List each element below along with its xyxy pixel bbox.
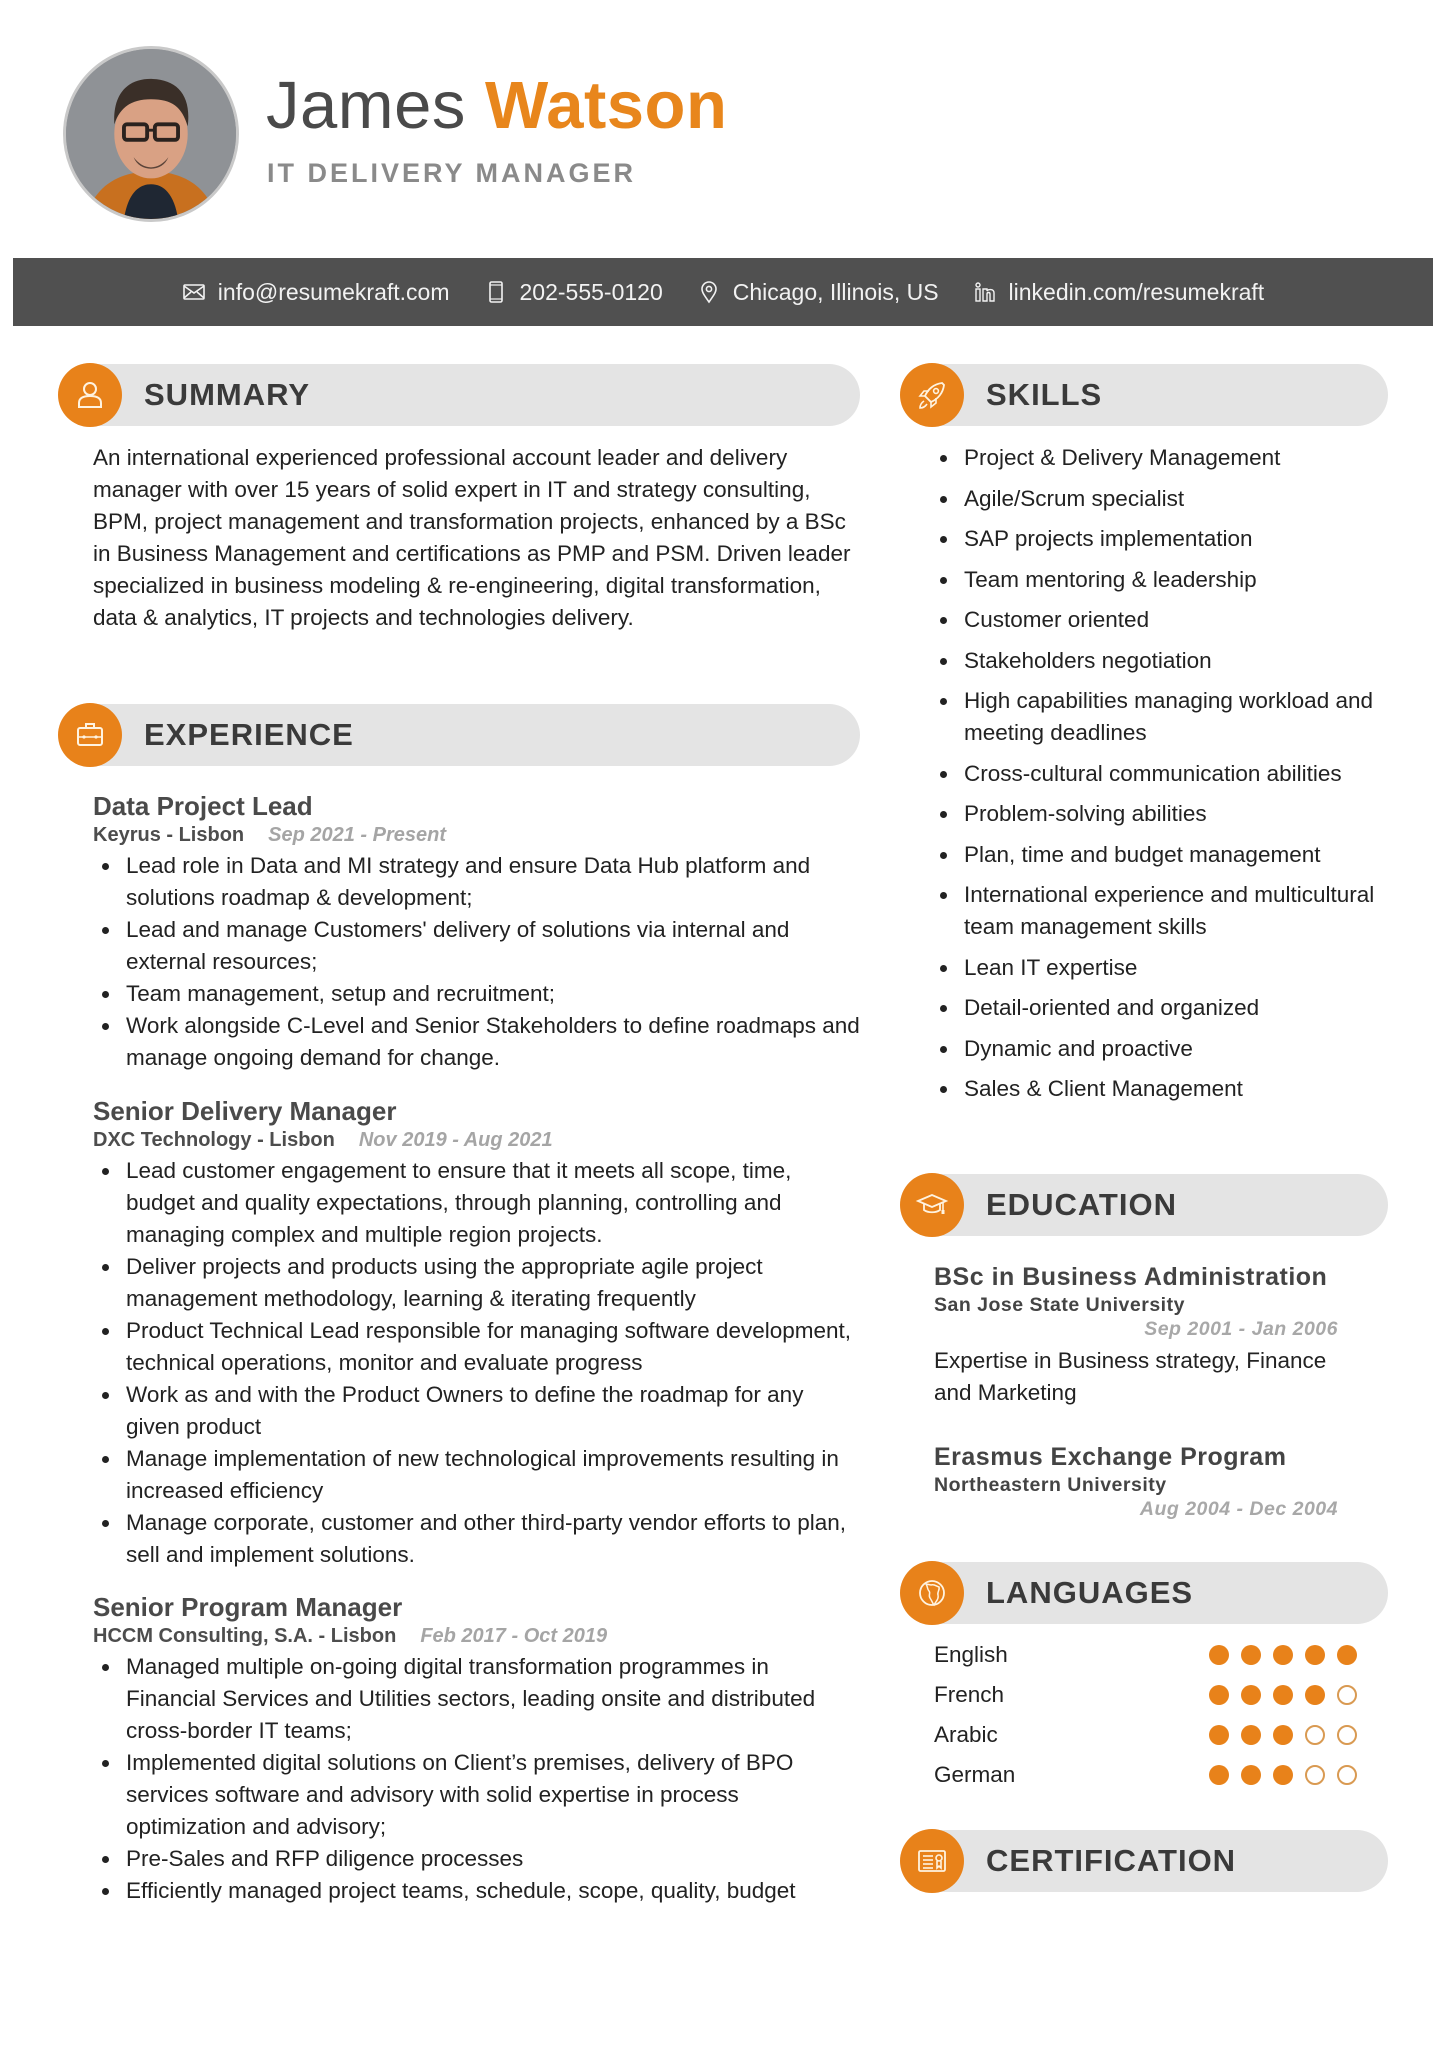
last-name: Watson bbox=[484, 68, 728, 143]
job-title: IT DELIVERY MANAGER bbox=[267, 158, 637, 188]
language-name: English bbox=[934, 1642, 1008, 1667]
job-bullet: Lead role in Data and MI strategy and ensure Data Hub platform and solutions roadmap & development; bbox=[93, 850, 863, 914]
level-dot-filled bbox=[1273, 1765, 1293, 1785]
education-dates: Sep 2001 - Jan 2006 bbox=[1144, 1318, 1338, 1340]
language-name: German bbox=[934, 1762, 1016, 1787]
job-dates: Feb 2017 - Oct 2019 bbox=[420, 1625, 608, 1647]
graduation-cap-icon bbox=[914, 1187, 950, 1223]
level-dot-filled bbox=[1241, 1685, 1261, 1705]
skill-item: High capabilities managing workload and meeting deadlines bbox=[936, 685, 1376, 749]
skill-item: Cross-cultural communication abilities bbox=[936, 758, 1376, 790]
level-dot-filled bbox=[1209, 1725, 1229, 1745]
job-bullet: Efficiently managed project teams, schedule, scope, quality, budget bbox=[93, 1875, 863, 1907]
section-header-education bbox=[900, 1173, 1388, 1237]
section-title: SUMMARY bbox=[144, 377, 311, 412]
education-degree: Erasmus Exchange Program bbox=[934, 1443, 1287, 1471]
level-dot-filled bbox=[1273, 1685, 1293, 1705]
skill-item: Project & Delivery Management bbox=[936, 442, 1376, 474]
language-row bbox=[934, 1719, 1364, 1751]
job-dates: Nov 2019 - Aug 2021 bbox=[358, 1129, 553, 1151]
level-dot-filled bbox=[1273, 1725, 1293, 1745]
summary-text: An international experienced professional account leader and delivery manager with over 15 years of solid expert in IT and strategy consulting, BPM, project management and transformation projects, enhanced by a BSc in Business Management and certifications as PMP and PSM. Driven leader specialized in business modeling & re-engineering, digital transformation, data & analytics, IT projects and technologies delivery. bbox=[93, 445, 851, 630]
skill-item: SAP projects implementation bbox=[936, 523, 1376, 555]
candidate-name bbox=[266, 68, 727, 144]
location-text: Chicago, Illinois, US bbox=[732, 278, 939, 305]
contact-email[interactable] bbox=[182, 279, 450, 306]
level-dot-filled bbox=[1241, 1725, 1261, 1745]
globe-icon bbox=[914, 1575, 950, 1611]
skill-item: Detail-oriented and organized bbox=[936, 992, 1376, 1024]
level-dot-filled bbox=[1241, 1645, 1261, 1665]
level-dot-filled bbox=[1305, 1645, 1325, 1665]
skills-list bbox=[936, 442, 1376, 1114]
job-company: HCCM Consulting, S.A. - Lisbon bbox=[93, 1625, 397, 1647]
section-header-summary bbox=[58, 363, 860, 427]
contact-bar bbox=[13, 258, 1433, 326]
level-dot-filled bbox=[1337, 1645, 1357, 1665]
job-bullet: Lead and manage Customers' delivery of solutions via internal and external resources; bbox=[93, 914, 863, 978]
language-row bbox=[934, 1679, 1364, 1711]
portrait-image bbox=[66, 49, 236, 219]
profile-photo bbox=[63, 46, 239, 222]
job-bullet: Implemented digital solutions on Client’s premises, delivery of BPO services software and advisory with solid expertise in process optimization and advisory; bbox=[93, 1747, 863, 1843]
section-header-skills bbox=[900, 363, 1388, 427]
section-icon-circle bbox=[58, 363, 122, 427]
linkedin-icon bbox=[973, 280, 997, 304]
email-text: info@resumekraft.com bbox=[217, 278, 450, 305]
skill-item: Plan, time and budget management bbox=[936, 839, 1376, 871]
skill-item: Lean IT expertise bbox=[936, 952, 1376, 984]
job-bullets bbox=[93, 1155, 863, 1571]
job-meta bbox=[93, 1623, 863, 1649]
phone-text: 202-555-0120 bbox=[519, 278, 663, 305]
contact-linkedin[interactable] bbox=[973, 279, 1265, 306]
skill-item: Stakeholders negotiation bbox=[936, 645, 1376, 677]
section-icon-circle bbox=[900, 1829, 964, 1893]
rocket-icon bbox=[914, 377, 950, 413]
level-dot-filled bbox=[1305, 1685, 1325, 1705]
education-school: Northeastern University bbox=[934, 1474, 1167, 1496]
level-dot-filled bbox=[1209, 1765, 1229, 1785]
job-dates: Sep 2021 - Present bbox=[268, 824, 447, 846]
section-icon-circle bbox=[900, 1561, 964, 1625]
contact-location bbox=[697, 279, 939, 306]
job-bullet: Deliver projects and products using the appropriate agile project management methodology, learning & iterating frequently bbox=[93, 1251, 863, 1315]
language-level-3 bbox=[1209, 1765, 1357, 1785]
user-icon bbox=[72, 377, 108, 413]
envelope-icon bbox=[182, 280, 206, 304]
location-pin-icon bbox=[697, 280, 721, 304]
education-degree: BSc in Business Administration bbox=[934, 1263, 1328, 1291]
section-icon-circle bbox=[58, 703, 122, 767]
section-header-certification bbox=[900, 1829, 1388, 1893]
section-title: CERTIFICATION bbox=[986, 1843, 1237, 1878]
skill-item: Sales & Client Management bbox=[936, 1073, 1376, 1105]
level-dot-empty bbox=[1305, 1765, 1325, 1785]
job-bullet: Team management, setup and recruitment; bbox=[93, 978, 863, 1010]
language-level-3 bbox=[1209, 1725, 1357, 1745]
education-entry bbox=[934, 1441, 1354, 1521]
level-dot-filled bbox=[1209, 1645, 1229, 1665]
education-description: Expertise in Business strategy, Finance and Marketing bbox=[934, 1348, 1327, 1405]
mobile-phone-icon bbox=[484, 280, 508, 304]
language-row bbox=[934, 1639, 1364, 1671]
education-dates: Aug 2004 - Dec 2004 bbox=[1139, 1498, 1338, 1520]
job-company: Keyrus - Lisbon bbox=[93, 824, 245, 846]
skill-item: International experience and multicultural team management skills bbox=[936, 879, 1376, 943]
section-header-experience bbox=[58, 703, 860, 767]
level-dot-filled bbox=[1241, 1765, 1261, 1785]
experience-entry bbox=[93, 1591, 863, 1907]
linkedin-text: linkedin.com/resumekraft bbox=[1008, 278, 1265, 305]
section-icon-circle bbox=[900, 1173, 964, 1237]
section-title: EXPERIENCE bbox=[144, 717, 354, 752]
education-school: San Jose State University bbox=[934, 1294, 1185, 1316]
first-name: James bbox=[266, 68, 466, 143]
job-bullet: Pre-Sales and RFP diligence processes bbox=[93, 1843, 863, 1875]
job-role: Senior Delivery Manager bbox=[93, 1096, 397, 1126]
experience-entry bbox=[93, 1095, 863, 1571]
section-icon-circle bbox=[900, 363, 964, 427]
language-row bbox=[934, 1759, 1364, 1791]
job-bullets bbox=[93, 850, 863, 1074]
job-meta bbox=[93, 1127, 863, 1153]
job-bullet: Manage implementation of new technological improvements resulting in increased efficiency bbox=[93, 1443, 863, 1507]
experience-entry bbox=[93, 790, 863, 1074]
job-role: Data Project Lead bbox=[93, 791, 313, 821]
language-level-5 bbox=[1209, 1645, 1357, 1665]
level-dot-empty bbox=[1337, 1765, 1357, 1785]
job-bullet: Managed multiple on-going digital transformation programmes in Financial Services and Utilities sectors, leading onsite and distributed cross-border IT teams; bbox=[93, 1651, 863, 1747]
skill-item: Customer oriented bbox=[936, 604, 1376, 636]
certificate-icon bbox=[914, 1843, 950, 1879]
level-dot-filled bbox=[1273, 1645, 1293, 1665]
job-bullets bbox=[93, 1651, 863, 1907]
level-dot-filled bbox=[1209, 1685, 1229, 1705]
education-entry bbox=[934, 1261, 1354, 1409]
skill-item: Dynamic and proactive bbox=[936, 1033, 1376, 1065]
job-bullet: Work as and with the Product Owners to define the roadmap for any given product bbox=[93, 1379, 863, 1443]
job-meta bbox=[93, 822, 863, 848]
section-title: LANGUAGES bbox=[986, 1575, 1194, 1610]
contact-phone[interactable] bbox=[484, 279, 663, 306]
section-header-languages bbox=[900, 1561, 1388, 1625]
job-company: DXC Technology - Lisbon bbox=[93, 1129, 335, 1151]
language-name: French bbox=[934, 1682, 1005, 1707]
section-title: SKILLS bbox=[986, 377, 1103, 412]
briefcase-icon bbox=[72, 717, 108, 753]
skill-item: Agile/Scrum specialist bbox=[936, 483, 1376, 515]
job-bullet: Work alongside C-Level and Senior Stakeholders to define roadmaps and manage ongoing demand for change. bbox=[93, 1010, 863, 1074]
job-bullet: Lead customer engagement to ensure that it meets all scope, time, budget and quality expectations, through planning, controlling and managing complex and multiple region projects. bbox=[93, 1155, 863, 1251]
job-bullet: Product Technical Lead responsible for managing software development, technical operations, monitor and evaluate progress bbox=[93, 1315, 863, 1379]
level-dot-empty bbox=[1305, 1725, 1325, 1745]
level-dot-empty bbox=[1337, 1725, 1357, 1745]
language-name: Arabic bbox=[934, 1722, 998, 1747]
level-dot-empty bbox=[1337, 1685, 1357, 1705]
job-bullet: Manage corporate, customer and other third-party vendor efforts to plan, sell and implement solutions. bbox=[93, 1507, 863, 1571]
job-role: Senior Program Manager bbox=[93, 1592, 403, 1622]
section-title: EDUCATION bbox=[986, 1187, 1177, 1222]
skill-item: Team mentoring & leadership bbox=[936, 564, 1376, 596]
language-level-4 bbox=[1209, 1685, 1357, 1705]
skill-item: Problem-solving abilities bbox=[936, 798, 1376, 830]
